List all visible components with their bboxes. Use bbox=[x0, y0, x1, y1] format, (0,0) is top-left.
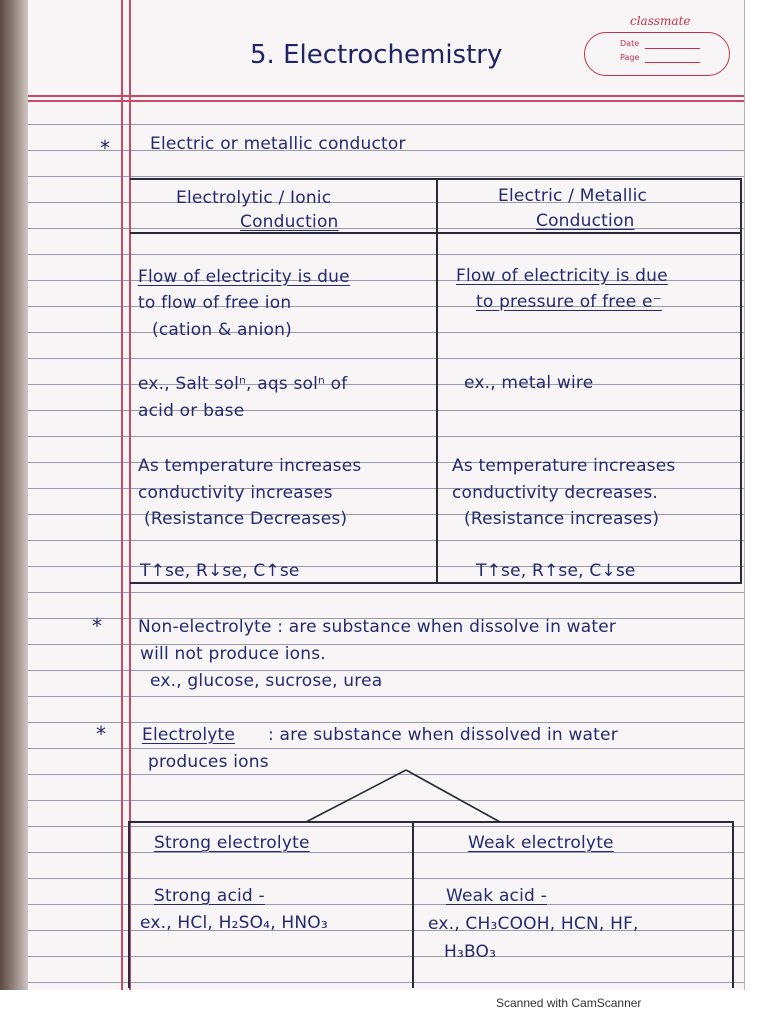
table1-row3-right-line1: As temperature increases bbox=[452, 456, 676, 476]
logo-date-label: Date bbox=[620, 39, 640, 48]
scanner-watermark: Scanned with CamScanner bbox=[496, 996, 642, 1010]
table1-header-left-line1: Electrolytic / Ionic bbox=[176, 188, 332, 208]
table1-header-right-line2: Conduction bbox=[536, 211, 635, 231]
table1-row1-left-line3: (cation & anion) bbox=[152, 320, 292, 340]
section3-line2: produces ions bbox=[148, 752, 269, 772]
table2-weak-line2: ex., CH₃COOH, HCN, HF, bbox=[428, 914, 639, 934]
table1-row4-right: T↑se, R↑se, C↓se bbox=[476, 561, 636, 581]
logo-page-label: Page bbox=[620, 53, 640, 62]
table2-header-strong: Strong electrolyte bbox=[154, 833, 310, 853]
logo-brand: classmate bbox=[630, 14, 691, 28]
section1-bullet: * bbox=[100, 136, 110, 160]
page-title: 5. Electrochemistry bbox=[250, 40, 503, 70]
table2-column-divider bbox=[412, 821, 414, 988]
table1-row3-left-line2: conductivity increases bbox=[138, 483, 333, 503]
table2-right-border bbox=[732, 821, 734, 988]
table1-header-right-line1: Electric / Metallic bbox=[498, 186, 648, 206]
table1-header-left-line2: Conduction bbox=[240, 212, 339, 232]
table2-strong-line1: Strong acid - bbox=[154, 886, 265, 906]
section2-line1: Non-electrolyte : are substance when dissolve in water bbox=[138, 617, 617, 637]
table1-row4-left: T↑se, R↓se, C↑se bbox=[140, 561, 300, 581]
section3-definition: : are substance when dissolved in water bbox=[268, 725, 618, 745]
branch-line-left bbox=[306, 770, 406, 822]
section2-line2: will not produce ions. bbox=[140, 644, 326, 664]
table1-row2-right-line1: ex., metal wire bbox=[464, 373, 594, 393]
table1-row3-right-line3: (Resistance increases) bbox=[464, 509, 660, 529]
section1-heading: Electric or metallic conductor bbox=[150, 134, 406, 154]
table2-weak-line3: H₃BO₃ bbox=[444, 942, 497, 962]
branch-line-right bbox=[406, 770, 500, 822]
table1-row1-left-line1: Flow of electricity is due bbox=[138, 267, 350, 287]
table2-left-border bbox=[128, 821, 130, 988]
table1-row3-right-line2: conductivity decreases. bbox=[452, 483, 659, 503]
table2-strong-line2: ex., HCl, H₂SO₄, HNO₃ bbox=[140, 913, 328, 933]
table2-weak-line1: Weak acid - bbox=[446, 886, 547, 906]
table1-row1-right-line1: Flow of electricity is due bbox=[456, 266, 668, 286]
table1-row3-left-line3: (Resistance Decreases) bbox=[144, 509, 348, 529]
table1-row3-left-line1: As temperature increases bbox=[138, 456, 362, 476]
section3-bullet: * bbox=[96, 722, 106, 746]
table2-top-border bbox=[128, 821, 734, 823]
scan-footer-area bbox=[0, 990, 768, 1024]
table1-row1-left-line2: to flow of free ion bbox=[138, 293, 292, 313]
table1-row2-left-line2: acid or base bbox=[138, 401, 245, 421]
table1-row2-left-line1: ex., Salt solⁿ, aqs solⁿ of bbox=[138, 374, 348, 394]
table2-header-weak: Weak electrolyte bbox=[468, 833, 614, 853]
table1-row1-right-line2: to pressure of free e⁻ bbox=[476, 292, 662, 312]
section2-bullet: * bbox=[92, 614, 102, 638]
section3-term: Electrolyte bbox=[142, 725, 236, 745]
section2-line3: ex., glucose, sucrose, urea bbox=[150, 671, 383, 691]
